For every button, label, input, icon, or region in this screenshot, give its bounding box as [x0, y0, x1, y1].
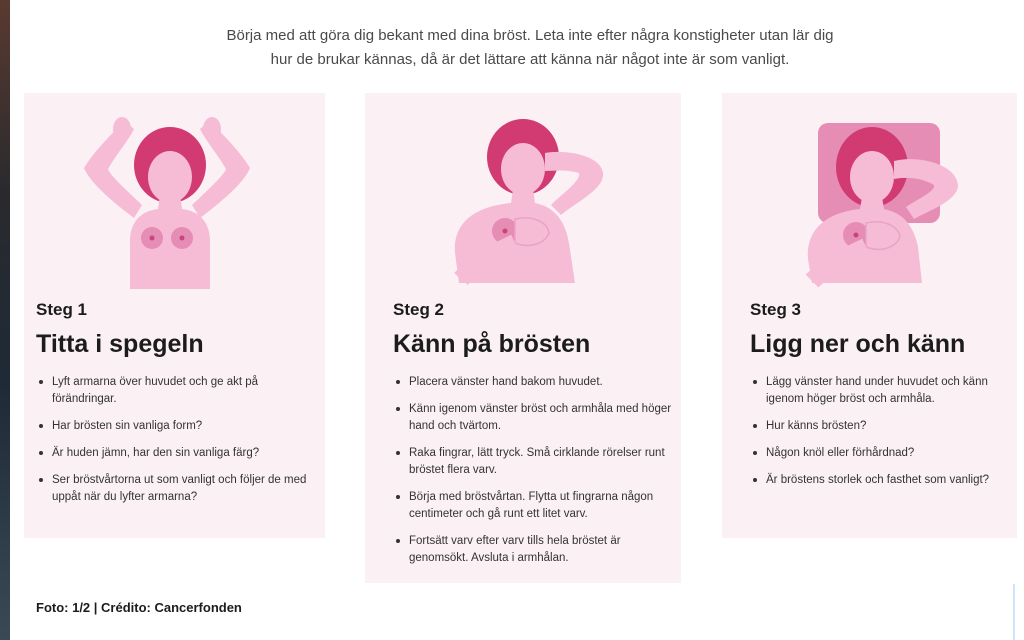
list-item: Känn igenom vänster bröst och armhåla med höger hand och tvärtom. — [409, 401, 679, 435]
list-item: Är bröstens storlek och fasthet som vanligt? — [766, 472, 1024, 489]
intro-line-2: hur de brukar kännas, då är det lättare att känna när något inte är som vanligt. — [270, 51, 790, 68]
step-title: Titta i spegeln — [36, 330, 204, 358]
list-item: Fortsätt varv efter varv tills hela bröstet är genomsökt. Avsluta i armhålan. — [409, 533, 679, 567]
step-instructions — [393, 374, 679, 577]
step-title: Känn på brösten — [393, 330, 591, 358]
step-title: Ligg ner och känn — [750, 330, 966, 358]
step-label: Steg 3 — [750, 300, 802, 319]
list-item: Lägg vänster hand under huvudet och känn igenom höger bröst och armhåla. — [766, 374, 1024, 408]
list-item: Börja med bröstvårtan. Flytta ut fingrarna någon centimeter och gå runt ett litet varv. — [409, 489, 679, 523]
list-item: Är huden jämn, har den sin vanliga färg? — [52, 445, 314, 462]
step-card-2 — [365, 93, 681, 583]
list-item: Har brösten sin vanliga form? — [52, 418, 314, 435]
list-item: Någon knöl eller förhårdnad? — [766, 445, 1024, 462]
background-photo-edge — [0, 0, 10, 640]
woman-arms-raised-illustration — [24, 93, 325, 293]
intro-line-1: Börja med att göra dig bekant med dina bröst. Leta inte efter några konstigheter utan lär dig — [226, 27, 834, 44]
step-label: Steg 1 — [36, 300, 88, 319]
step-instructions — [36, 374, 314, 516]
list-item: Ser bröstvårtorna ut som vanligt och följer de med uppåt när du lyfter armarna? — [52, 472, 314, 506]
step-card-3 — [722, 93, 1017, 538]
step-card-1 — [24, 93, 325, 538]
list-item: Placera vänster hand bakom huvudet. — [409, 374, 679, 391]
woman-feeling-breast-illustration — [365, 93, 681, 293]
intro-text — [160, 24, 900, 72]
list-item: Hur känns brösten? — [766, 418, 1024, 435]
step-instructions — [750, 374, 1024, 499]
scroll-indicator — [1013, 584, 1015, 640]
list-item: Raka fingrar, lätt tryck. Små cirklande rörelser runt bröstet flera varv. — [409, 445, 679, 479]
woman-lying-down-illustration — [722, 93, 1017, 293]
list-item: Lyft armarna över huvudet och ge akt på förändringar. — [52, 374, 314, 408]
step-label: Steg 2 — [393, 300, 445, 319]
photo-credit: Foto: 1/2 | Crédito: Cancerfonden — [36, 600, 242, 615]
